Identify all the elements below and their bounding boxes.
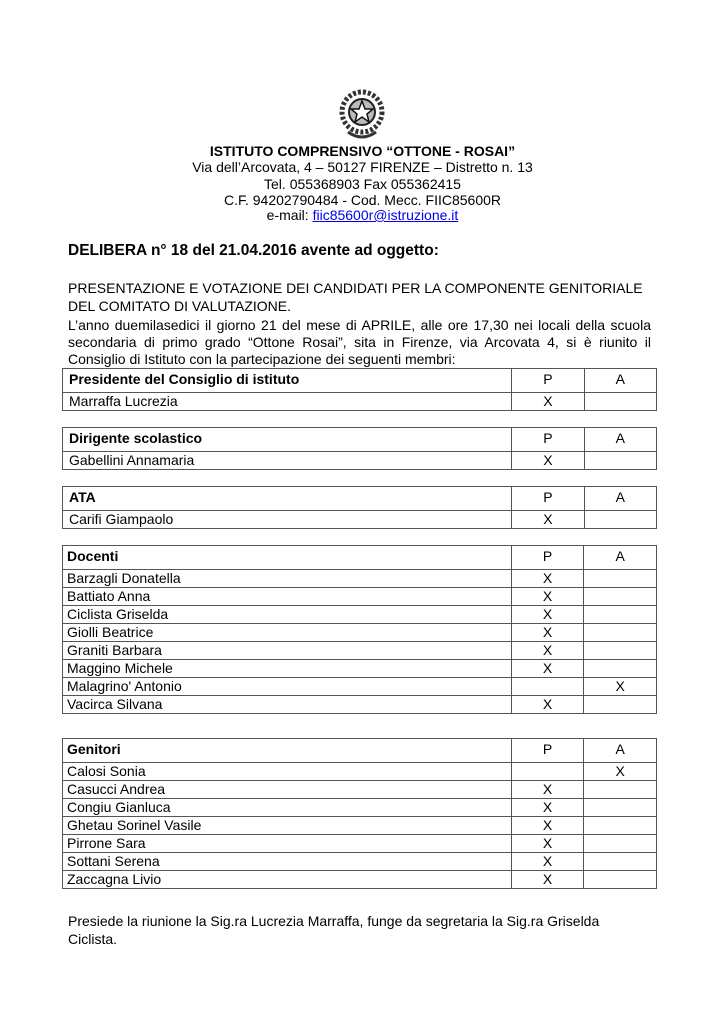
present-mark: X: [511, 642, 584, 660]
institute-phone: Tel. 055368903 Fax 055362415: [264, 176, 461, 192]
table-header-row: [63, 487, 657, 511]
absent-mark: X: [584, 763, 657, 781]
subject-line: PRESENTAZIONE E VOTAZIONE DEI CANDIDATI PER LA COMPONENTE GENITORIALE: [68, 280, 643, 296]
republic-emblem-icon: [334, 86, 390, 142]
table-row: [63, 606, 657, 624]
table-row: [63, 642, 657, 660]
member-name: Ciclista Griselda: [63, 606, 512, 624]
absent-mark: [584, 511, 656, 529]
absent-header: A: [584, 546, 657, 570]
member-name: Zaccagna Livio: [63, 871, 512, 889]
attendance-table: [62, 427, 657, 470]
table-row: [63, 570, 657, 588]
present-mark: X: [512, 452, 584, 470]
table-header-row: [63, 739, 657, 763]
member-name: Vacirca Silvana: [63, 696, 512, 714]
member-name: Graniti Barbara: [63, 642, 512, 660]
present-header: P: [512, 428, 584, 452]
absent-header: A: [584, 739, 657, 763]
institute-address: Via dell’Arcovata, 4 – 50127 FIRENZE – Distretto n. 13: [192, 159, 533, 175]
table-header-row: [63, 369, 657, 393]
absent-mark: [584, 871, 657, 889]
present-header: P: [512, 369, 584, 393]
absent-mark: [584, 817, 657, 835]
deliberation-title: DELIBERA n° 18 del 21.04.2016 avente ad oggetto:: [68, 242, 439, 259]
present-mark: X: [511, 835, 584, 853]
group-heading: Docenti: [63, 546, 512, 570]
absent-header: A: [584, 369, 656, 393]
present-mark: X: [511, 624, 584, 642]
member-name: Malagrino' Antonio: [63, 678, 512, 696]
table-row: [63, 871, 657, 889]
email-label: e-mail:: [266, 207, 313, 223]
table-row: [63, 853, 657, 871]
absent-mark: [584, 696, 657, 714]
present-mark: X: [511, 799, 584, 817]
table-row: [63, 678, 657, 696]
intro-paragraph: L’anno duemilasedici il giorno 21 del mese di APRILE, alle ore 17,30 nei locali della scuola secondaria di primo grado “Ottone Rosai”, sita in Firenze, via Arcovata 4, si è riunito il Consiglio di Istituto con la partecipazione dei seguenti membri:: [68, 317, 651, 367]
absent-mark: [584, 835, 657, 853]
absent-mark: [584, 853, 657, 871]
absent-mark: [584, 660, 657, 678]
member-name: Maggino Michele: [63, 660, 512, 678]
institute-name: ISTITUTO COMPRENSIVO “OTTONE - ROSAI”: [209, 143, 516, 159]
group-heading: Dirigente scolastico: [63, 428, 512, 452]
subject-line: DEL COMITATO DI VALUTAZIONE.: [68, 298, 291, 314]
absent-mark: X: [584, 678, 657, 696]
present-mark: X: [511, 817, 584, 835]
group-heading: Presidente del Consiglio di istituto: [63, 369, 512, 393]
table-row: [63, 588, 657, 606]
table-row: [63, 696, 657, 714]
table-row: [63, 799, 657, 817]
member-name: Sottani Serena: [63, 853, 512, 871]
table-row: [63, 781, 657, 799]
present-mark: [511, 763, 584, 781]
absent-header: A: [584, 428, 656, 452]
absent-header: A: [584, 487, 656, 511]
absent-mark: [584, 588, 657, 606]
present-mark: X: [511, 871, 584, 889]
table-row: [63, 763, 657, 781]
closing-paragraph: Presiede la riunione la Sig.ra Lucrezia Marraffa, funge da segretaria la Sig.ra Griselda Ciclista.: [68, 913, 600, 947]
table-header-row: [63, 428, 657, 452]
group-heading: ATA: [63, 487, 512, 511]
table-header-row: [63, 546, 657, 570]
absent-mark: [584, 642, 657, 660]
institute-email: [0, 207, 725, 224]
member-name: Ghetau Sorinel Vasile: [63, 817, 512, 835]
absent-mark: [584, 799, 657, 817]
attendance-table: [62, 486, 657, 529]
present-mark: X: [512, 393, 584, 411]
present-mark: X: [511, 781, 584, 799]
member-name: Pirrone Sara: [63, 835, 512, 853]
absent-mark: [584, 781, 657, 799]
table-row: [63, 624, 657, 642]
absent-mark: [584, 393, 656, 411]
present-mark: X: [511, 606, 584, 624]
present-header: P: [511, 739, 584, 763]
present-header: P: [512, 487, 584, 511]
present-mark: X: [511, 588, 584, 606]
member-name: Casucci Andrea: [63, 781, 512, 799]
table-row: [63, 660, 657, 678]
present-mark: X: [511, 660, 584, 678]
attendance-table: [62, 738, 657, 889]
attendance-table: [62, 545, 657, 714]
absent-mark: [584, 624, 657, 642]
present-mark: X: [512, 511, 584, 529]
absent-mark: [584, 452, 656, 470]
table-row: [63, 393, 657, 411]
member-name: Gabellini Annamaria: [63, 452, 512, 470]
table-row: [63, 817, 657, 835]
member-name: Carifi Giampaolo: [63, 511, 512, 529]
group-heading: Genitori: [63, 739, 512, 763]
table-row: [63, 511, 657, 529]
present-mark: X: [511, 696, 584, 714]
email-link[interactable]: fiic85600r@istruzione.it: [312, 207, 459, 223]
member-name: Giolli Beatrice: [63, 624, 512, 642]
present-mark: [511, 678, 584, 696]
member-name: Marraffa Lucrezia: [63, 393, 512, 411]
present-header: P: [511, 546, 584, 570]
present-mark: X: [511, 570, 584, 588]
absent-mark: [584, 570, 657, 588]
member-name: Battiato Anna: [63, 588, 512, 606]
absent-mark: [584, 606, 657, 624]
table-row: [63, 835, 657, 853]
present-mark: X: [511, 853, 584, 871]
member-name: Barzagli Donatella: [63, 570, 512, 588]
attendance-table: [62, 368, 657, 411]
deliberation-subject: [68, 279, 643, 315]
table-row: [63, 452, 657, 470]
member-name: Congiu Gianluca: [63, 799, 512, 817]
institute-codes: C.F. 94202790484 - Cod. Mecc. FIIC85600R: [223, 192, 502, 208]
member-name: Calosi Sonia: [63, 763, 512, 781]
